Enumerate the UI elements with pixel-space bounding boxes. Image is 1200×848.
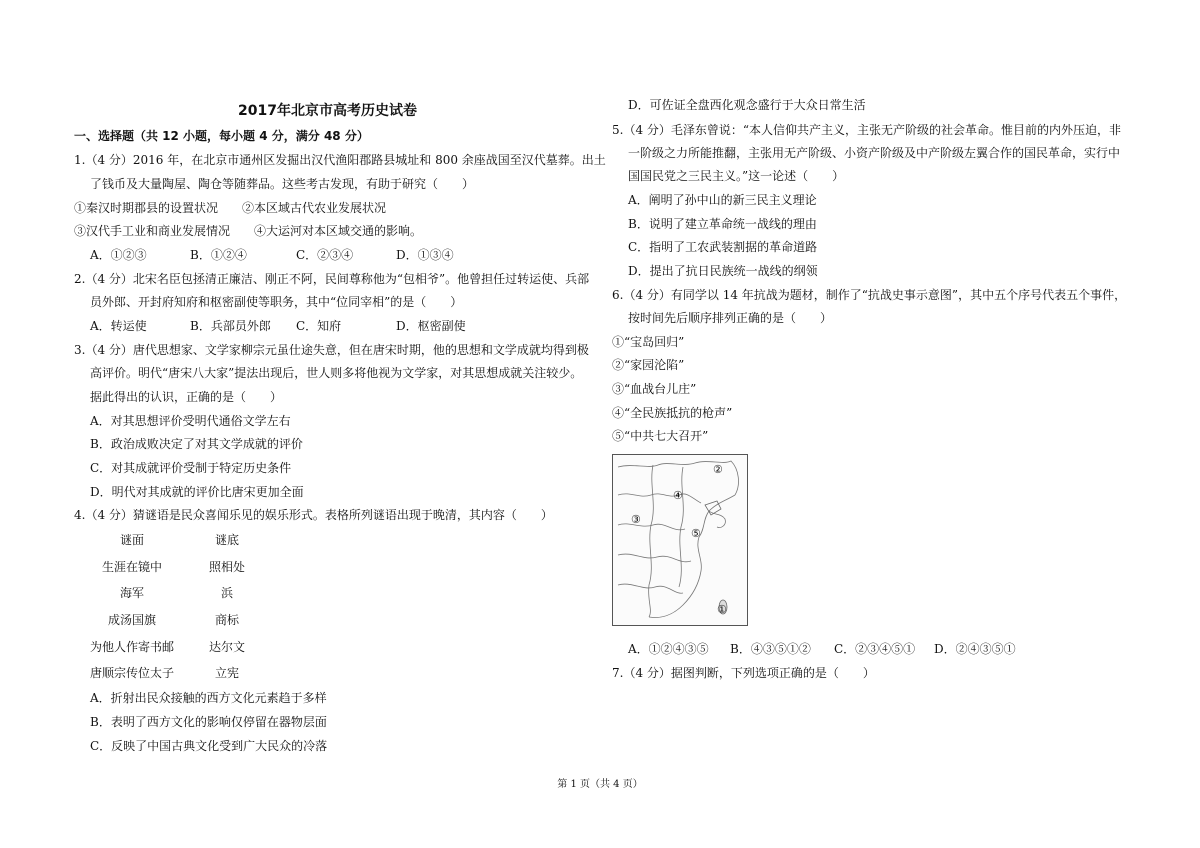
q6-event-5: ⑤“中共七大召开”	[612, 429, 709, 443]
q6-stem-line2: 按时间先后顺序排列正确的是（ ）	[628, 311, 833, 325]
map-marker-1: ①	[717, 603, 727, 616]
q2-option-c[interactable]: C．知府	[296, 319, 342, 333]
q1-option-a[interactable]: A．①②③	[90, 248, 147, 262]
q3-option-b[interactable]: B．政治成败决定了对其文学成就的评价	[90, 437, 303, 451]
q2-option-d[interactable]: D．枢密副使	[396, 319, 466, 333]
section-heading: 一、选择题（共 12 小题，每小题 4 分，满分 48 分）	[74, 129, 369, 143]
table-cell: 照相处	[208, 560, 245, 574]
table-header-riddle: 谜面	[119, 533, 144, 547]
q2-option-b[interactable]: B．兵部员外郎	[190, 319, 271, 333]
q5-option-b[interactable]: B．说明了建立革命统一战线的理由	[628, 217, 817, 231]
q5-stem-line2: 一阶级之力所能推翻，主张用无产阶级、小资产阶级及中产阶级左翼合作的国民革命，实行中	[628, 146, 1121, 160]
q4-option-c[interactable]: C．反映了中国古典文化受到广大民众的冷落	[90, 739, 328, 753]
table-cell: 立宪	[214, 666, 239, 680]
q6-option-c[interactable]: C．②③④⑤①	[834, 642, 916, 656]
table-cell: 为他人作寄书邮	[89, 640, 174, 654]
q6-stem-line1: 6.（4 分）有同学以 14 年抗战为题材，制作了“抗战史事示意图”，其中五个序号代表五个事件，	[612, 288, 1127, 302]
q2-stem-line2: 员外郎、开封府知府和枢密副使等职务，其中“位同宰相”的是（ ）	[90, 295, 463, 309]
q6-event-2: ②“家园沦陷”	[612, 358, 685, 372]
q3-option-c[interactable]: C．对其成就评价受制于特定历史条件	[90, 461, 292, 475]
table-cell: 唐顺宗传位太子	[89, 666, 174, 680]
q4-option-a[interactable]: A．折射出民众接触的西方文化元素趋于多样	[90, 691, 327, 705]
q1-stem-line1: 1.（4 分）2016 年，在北京市通州区发掘出汉代渔阳郡路县城址和 800 余座战国至汉代墓葬。出土	[74, 153, 606, 167]
table-cell: 浜	[220, 586, 233, 600]
map-marker-3: ③	[631, 513, 641, 526]
q3-stem-line3: 据此得出的认识，正确的是（ ）	[90, 390, 283, 404]
q1-item-line1: ①秦汉时期郡县的设置状况 ②本区域古代农业发展状况	[74, 201, 387, 215]
q5-option-a[interactable]: A．阐明了孙中山的新三民主义理论	[628, 193, 817, 207]
page-footer: 第 1 页（共 4 页）	[557, 779, 643, 790]
q2-stem-line1: 2.（4 分）北宋名臣包拯清正廉洁、刚正不阿，民间尊称他为“包相爷”。他曾担任过转运使、兵部	[74, 272, 590, 286]
q6-option-b[interactable]: B．④③⑤①②	[730, 642, 811, 656]
war-history-map	[612, 454, 748, 626]
q4-option-d[interactable]: D．可佐证全盘西化观念盛行于大众日常生活	[628, 98, 866, 112]
q4-stem-line1: 4.（4 分）猜谜语是民众喜闻乐见的娱乐形式。表格所列谜语出现于晚清，其内容（ ）	[74, 508, 553, 522]
q1-option-d[interactable]: D．①③④	[396, 248, 454, 262]
q5-stem-line3: 国国民党之三民主义。”这一论述（ ）	[628, 169, 845, 183]
table-cell: 成汤国旗	[107, 613, 156, 627]
q6-option-a[interactable]: A．①②④③⑤	[628, 642, 709, 656]
q6-option-d[interactable]: D．②④③⑤①	[934, 642, 1016, 656]
q1-stem-line2: 了钱币及大量陶屋、陶仓等随葬品。这些考古发现，有助于研究（ ）	[90, 177, 475, 191]
q5-stem-line1: 5.（4 分）毛泽东曾说：“本人信仰共产主义，主张无产阶级的社会革命。惟目前的内外压迫，非	[612, 123, 1122, 137]
q6-event-3: ③“血战台儿庄”	[612, 382, 697, 396]
table-cell: 生涯在镜中	[101, 560, 162, 574]
q1-option-c[interactable]: C．②③④	[296, 248, 354, 262]
china-map-sketch	[613, 455, 747, 625]
q3-stem-line2: 高评价。明代“唐宋八大家”提法出现后，世人则多将他视为文学家，对其思想成就关注较少。	[90, 366, 583, 380]
q3-stem-line1: 3.（4 分）唐代思想家、文学家柳宗元虽仕途失意，但在唐宋时期，他的思想和文学成就均得到极	[74, 343, 589, 357]
map-marker-5: ⑤	[691, 527, 701, 540]
q6-event-4: ④“全民族抵抗的枪声”	[612, 406, 733, 420]
q6-event-1: ①“宝岛回归”	[612, 335, 685, 349]
map-marker-4: ④	[673, 489, 683, 502]
table-cell: 达尔文	[208, 640, 245, 654]
table-cell: 商标	[214, 613, 239, 627]
map-marker-2: ②	[713, 463, 723, 476]
q3-option-a[interactable]: A．对其思想评价受明代通俗文学左右	[90, 414, 291, 428]
q4-option-b[interactable]: B．表明了西方文化的影响仅停留在器物层面	[90, 715, 327, 729]
q3-option-d[interactable]: D．明代对其成就的评价比唐宋更加全面	[90, 485, 304, 499]
q5-option-c[interactable]: C．指明了工农武装割据的革命道路	[628, 240, 818, 254]
q7-stem-line1: 7.（4 分）据图判断，下列选项正确的是（ ）	[612, 666, 875, 680]
table-header-answer: 谜底	[214, 533, 239, 547]
q5-option-d[interactable]: D．提出了抗日民族统一战线的纲领	[628, 264, 818, 278]
q2-option-a[interactable]: A．转运使	[90, 319, 147, 333]
q1-item-line2: ③汉代手工业和商业发展情况 ④大运河对本区域交通的影响。	[74, 224, 423, 238]
page-title: 2017年北京市高考历史试卷	[238, 103, 417, 119]
q1-option-b[interactable]: B．①②④	[190, 248, 247, 262]
table-cell: 海军	[119, 586, 144, 600]
